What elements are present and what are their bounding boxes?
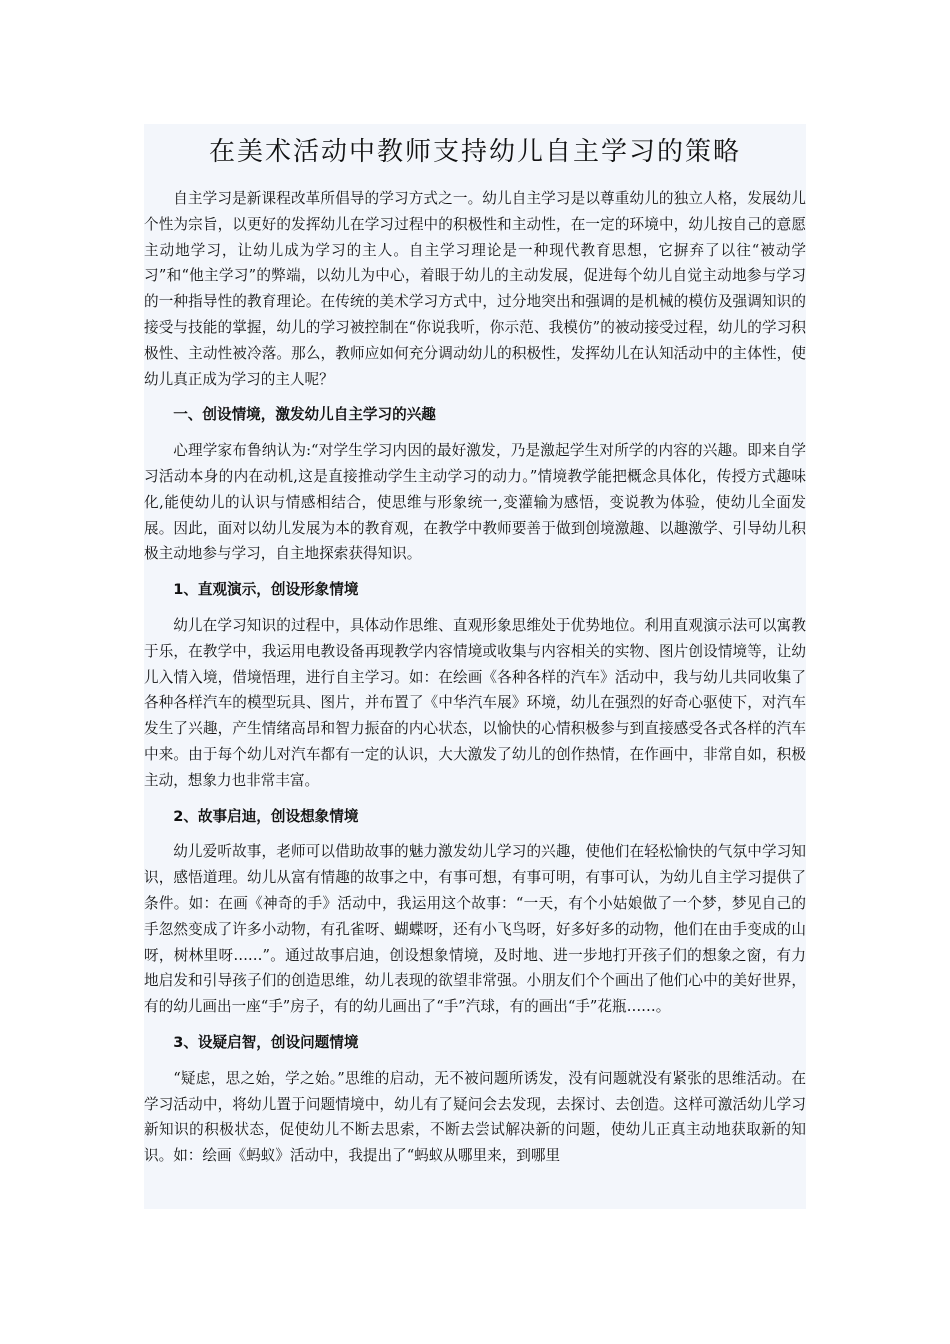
subsection-2-heading: 2、故事启迪，创设想象情境 — [173, 807, 359, 825]
section-1-paragraph: 心理学家布鲁纳认为:“对学生学习内因的最好激发，乃是激起学生对所学的内容的兴趣。即来自学习活动本身的内在动机,这是直接推动学生主动学习的动力。”情境教学能把概念具体化，传授方式趣味化,能使幼儿的认识与情感相结合，使思维与形象统一,变灌输为感悟，变说教为体验，使幼儿全面发展。因此，面对以幼儿发展为本的教育观，在教学中教师要善于做到创境激趣、以趣激学、引导幼儿积极主动地参与学习，自主地探索获得知识。 — [144, 442, 806, 563]
section-1-heading: 一、创设情境，激发幼儿自主学习的兴趣 — [173, 406, 436, 424]
document-title: 在美术活动中教师支持幼儿自主学习的策略 — [208, 137, 741, 167]
subsection-3-paragraph: “疑虑，思之始，学之始。”思维的启动，无不被问题所诱发，没有问题就没有紧张的思维活动。在学习活动中，将幼儿置于问题情境中，幼儿有了疑问会去发现，去探讨、去创造。这样可激活幼儿学习新知识的积极状态，促使幼儿不断去思索，不断去尝试解决新的问题，使幼儿正真主动地获取新的知识。如：绘画《蚂蚁》活动中，我提出了“蚂蚁从哪里来，到哪里 — [144, 1069, 806, 1165]
intro-paragraph: 自主学习是新课程改革所倡导的学习方式之一。幼儿自主学习是以尊重幼儿的独立人格，发展幼儿个性为宗旨，以更好的发挥幼儿在学习过程中的积极性和主动性，在一定的环境中，幼儿按自己的意愿主动地学习，让幼儿成为学习的主人。自主学习理论是一种现代教育思想，它摒弃了以往“被动学习”和“他主学习”的弊端，以幼儿为中心，着眼于幼儿的主动发展，促进每个幼儿自觉主动地参与学习的一种指导性的教育理论。在传统的美术学习方式中，过分地突出和强调的是机械的模仿及强调知识的接受与技能的掌握，幼儿的学习被控制在“你说我听，你示范、我模仿”的被动接受过程，幼儿的学习积极性、主动性被冷落。那么，教师应如何充分调动幼儿的积极性，发挥幼儿在认知活动中的主体性，使幼儿真正成为学习的主人呢？ — [144, 190, 806, 388]
subsection-2-paragraph: 幼儿爱听故事，老师可以借助故事的魅力激发幼儿学习的兴趣，使他们在轻松愉快的气氛中学习知识，感悟道理。幼儿从富有情趣的故事之中，有事可想，有事可明，有事可认，为幼儿自主学习提供了条件。如：在画《神奇的手》活动中，我运用这个故事：“一天，有个小姑娘做了一个梦，梦见自己的手忽然变成了许多小动物，有孔雀呀、蝴蝶呀，还有小飞鸟呀，好多好多的动物，他们在由手变成的山呀，树林里呀……”。通过故事启迪，创设想象情境，及时地、进一步地打开孩子们的想象之窗，有力地启发和引导孩子们的创造思维，幼儿表现的欲望非常强。小朋友们个个画出了他们心中的美好世界，有的幼儿画出一座“手”房子，有的幼儿画出了“手”汽球，有的画出“手”花瓶……。 — [144, 843, 806, 1016]
document-page — [144, 124, 806, 1209]
subsection-1-paragraph: 幼儿在学习知识的过程中，具体动作思维、直观形象思维处于优势地位。利用直观演示法可以寓教于乐，在教学中，我运用电教设备再现教学内容情境或收集与内容相关的实物、图片创设情境等，让幼儿入情入境，借境悟理，进行自主学习。如：在绘画《各种各样的汽车》活动中，我与幼儿共同收集了各种各样汽车的模型玩具、图片，并布置了《中华汽车展》环境，幼儿在强烈的好奇心驱使下，对汽车发生了兴趣，产生情绪高昂和智力振奋的内心状态，以愉快的心情积极参与到直接感受各式各样的汽车中来。由于每个幼儿对汽车都有一定的认识，大大激发了幼儿的创作热情，在作画中，非常自如，积极主动，想象力也非常丰富。 — [144, 616, 806, 789]
subsection-1-heading: 1、直观演示，创设形象情境 — [173, 581, 359, 599]
subsection-3-heading: 3、设疑启智，创设问题情境 — [173, 1033, 359, 1051]
